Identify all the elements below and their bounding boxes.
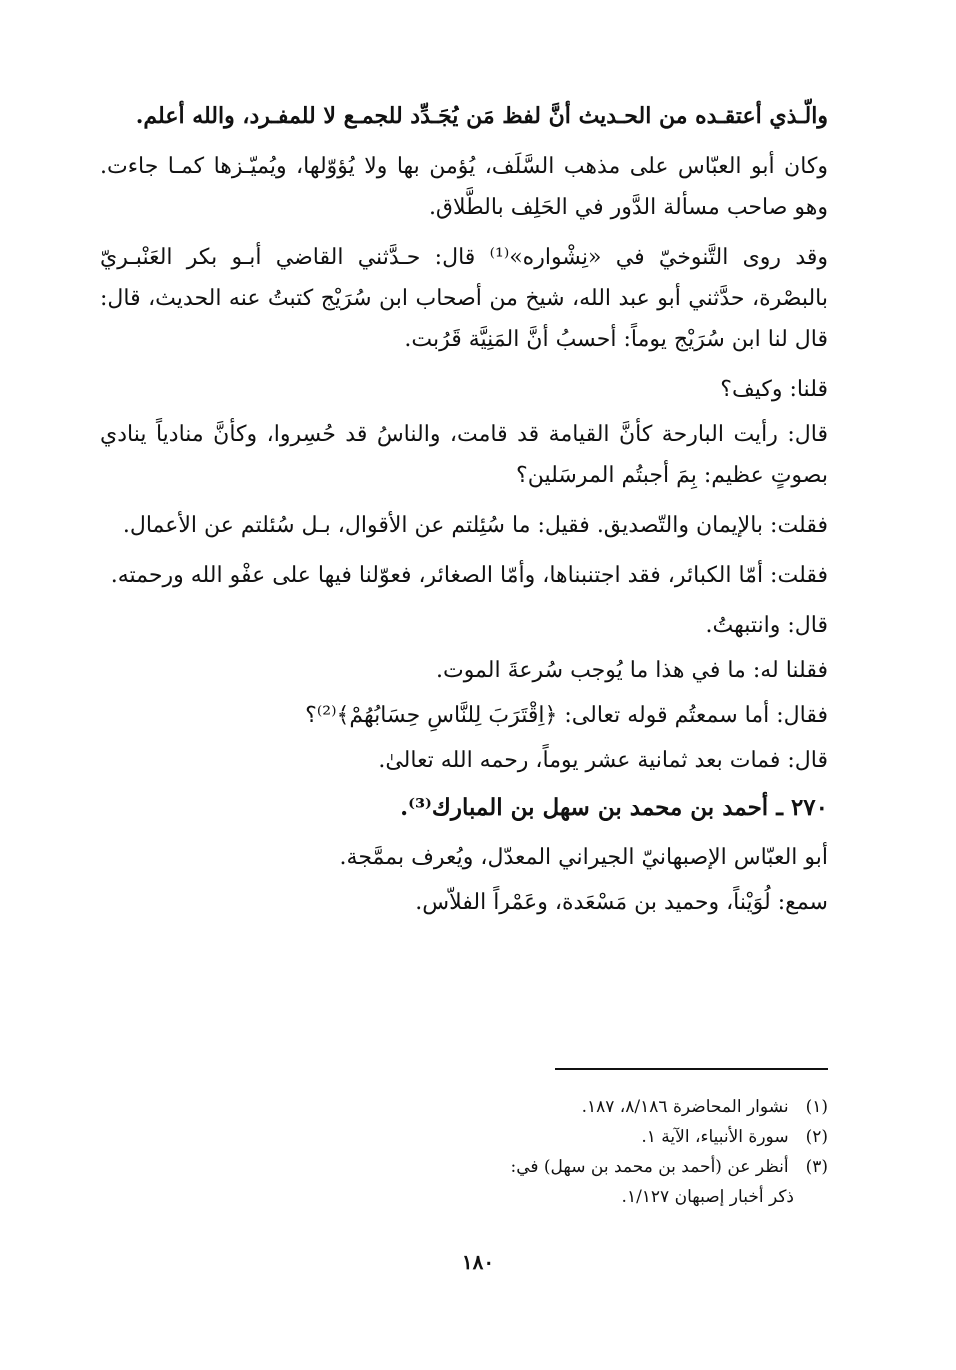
footnote-2 <box>460 1122 828 1152</box>
footnote-1 <box>460 1092 828 1122</box>
paragraph-question: فقلنا له: ما في هذا ما يُوجب سُرعةَ الموت. <box>435 658 828 683</box>
paragraph-opinion: والّـذي أعتقـده من الحـديث أنَّ لفظ مَن يُجَـدِّد للجمـع لا للمفـرد، والله أعلم. <box>135 103 828 129</box>
paragraph-heard: سمع: لُوَيْناً، وحميد بن مَسْعَدة، وعَمْراً الفلاّس. <box>415 890 828 915</box>
footnote-number: (٢) <box>805 1127 828 1147</box>
footnote-text: سورة الأنبياء، الآية ١. <box>641 1127 789 1147</box>
footnote-text: نشوار المحاضرة ٨/١٨٦، ١٨٧. <box>581 1097 789 1117</box>
paragraph-identity: أبو العبّاس الإصبهانيّ الجيراني المعدّل، ويُعرف بممَّجة. <box>339 845 828 870</box>
paragraph-sins: فقلت: أمّا الكبائر، فقد اجتنبناها، وأمّا الصغائر، فعوّلنا فيها على عفْو الله ورحمته. <box>110 563 828 588</box>
footnote-3 <box>460 1152 828 1182</box>
page-number: ١٨٠ <box>461 1250 495 1274</box>
footnote-3-continuation: ذكر أخبار إصبهان ١/١٢٧. <box>621 1187 794 1207</box>
paragraph-death: قال: فمات بعد ثمانية عشر يوماً، رحمه الله تعالىٰ. <box>378 748 828 773</box>
footnotes <box>460 1092 828 1212</box>
entry-heading: ٢٧٠ ـ أحمد بن محمد بن سهل بن المبارك⁽³⁾. <box>400 794 828 821</box>
paragraph-faith: فقلت: بالإيمان والتّصديق. فقيل: ما سُئِلتم عن الأقوال، بـل سُئلتم عن الأعمال. <box>122 513 828 538</box>
paragraph-madhhab: وكان أبو العبّاس على مذهب السَّلَف، يُؤمن بها ولا يُؤوّلها، ويُميّـزها كمـا جاءت. وهو صاحب مسألة الدَّور في الحَلِف بالطَّلاق. <box>100 154 828 220</box>
paragraph-dream: قال: رأيت البارحة كأنَّ القيامة قد قامت، والناسُ قد حُسِروا، وكأنَّ منادياً ينادي بصوتٍ عظيم: بِمَ أجبتُم المرسَلين؟ <box>100 422 828 488</box>
paragraph-tanukhi-narration: وقد روى التَّنوخيّ في «نِشْواره»⁽¹⁾ قال: حـدَّثني القاضي أبـو بكر العَنْبـريّ بالبصْرة، حدَّثني أبو عبد الله، شيخ من أصحاب ابن سُرَيْج كتبتُ عنه الحديث، قال: قال لنا ابن سُرَيْج يوماً: أحسبُ أنَّ المَنِيَّة قَرُبت. <box>100 245 829 352</box>
paragraph-how: قلنا: وكيف؟ <box>720 377 828 402</box>
footnote-number: (١) <box>805 1097 828 1117</box>
main-text <box>100 96 828 927</box>
footnote-text: أنظر عن (أحمد بن محمد بن سهل) في: <box>510 1157 789 1177</box>
footnote-number: (٣) <box>805 1157 828 1177</box>
footnote-separator <box>555 1068 828 1070</box>
paragraph-woke: قال: وانتبهتُ. <box>705 613 828 638</box>
paragraph-quran-quote: فقال: أما سمعتُم قوله تعالى: ﴿اِقْتَرَبَ لِلنَّاسِ حِسَابُهُمْ﴾⁽²⁾؟ <box>305 703 828 728</box>
